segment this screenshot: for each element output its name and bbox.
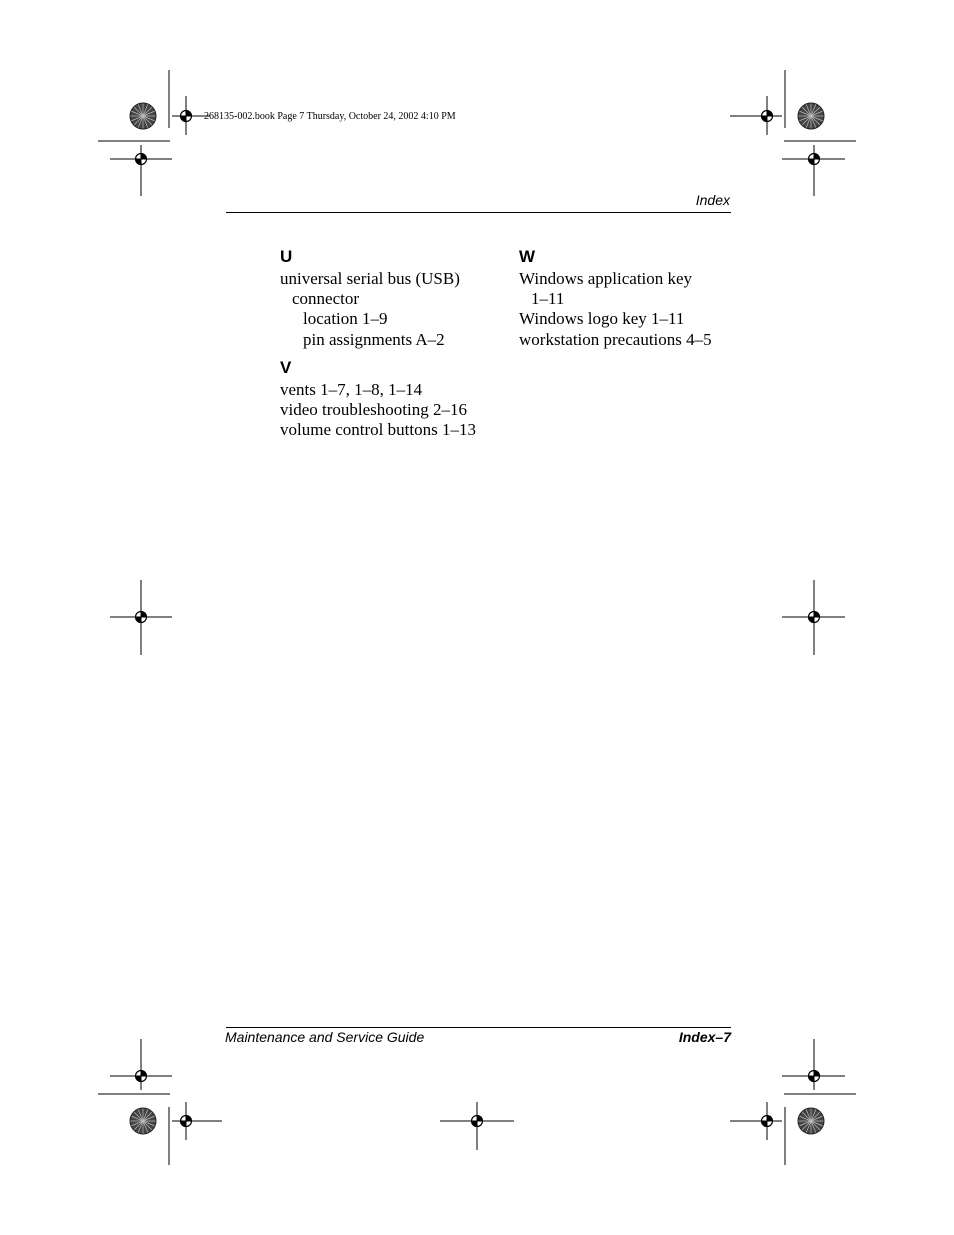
index-entry: universal serial bus (USB) xyxy=(280,269,460,288)
index-subentry: 1–11 xyxy=(531,289,565,309)
index-entry: Windows logo key 1–11 xyxy=(519,309,685,329)
running-head: Index xyxy=(695,192,730,208)
index-subentry: connector xyxy=(292,289,360,309)
slug-line: 268135-002.book Page 7 Thursday, October 24, 2002 4:10 PM xyxy=(204,111,456,122)
index-entry: video troubleshooting 2–16 xyxy=(280,400,467,420)
index-entry: volume control buttons 1–13 xyxy=(280,420,476,440)
registration-target-icon xyxy=(782,580,845,655)
index-section-u xyxy=(280,246,516,350)
section-letter: U xyxy=(280,247,293,266)
index-subentry: pin assignments A–2 xyxy=(303,329,445,349)
starburst-dot-icon xyxy=(798,103,824,129)
index-section-w xyxy=(519,246,755,350)
starburst-dot-icon xyxy=(798,1108,824,1134)
index-entry: workstation precautions 4–5 xyxy=(519,329,712,349)
registration-target-icon xyxy=(730,1102,782,1140)
index-section-v xyxy=(280,357,516,441)
index-subentry: location 1–9 xyxy=(303,309,388,329)
footer-title: Maintenance and Service Guide xyxy=(225,1029,425,1045)
starburst-dot-icon xyxy=(130,1108,156,1134)
registration-target-icon xyxy=(110,580,172,655)
registration-target-icon xyxy=(782,1039,845,1090)
registration-target-icon xyxy=(730,96,782,135)
starburst-dot-icon xyxy=(130,103,156,129)
registration-target-icon xyxy=(172,1102,222,1140)
index-column-right xyxy=(519,246,755,350)
index-entry: Windows application key xyxy=(519,269,693,288)
page-number: Index–7 xyxy=(678,1029,731,1045)
section-letter: V xyxy=(280,357,292,377)
registration-target-icon xyxy=(782,145,845,196)
registration-target-icon xyxy=(440,1102,514,1150)
header-rule xyxy=(226,212,731,213)
index-entry: vents 1–7, 1–8, 1–14 xyxy=(280,379,423,399)
registration-target-icon xyxy=(110,145,172,196)
section-letter: W xyxy=(519,247,536,266)
footer-rule xyxy=(226,1027,731,1028)
index-column-left xyxy=(280,246,516,440)
registration-target-icon xyxy=(110,1039,172,1090)
